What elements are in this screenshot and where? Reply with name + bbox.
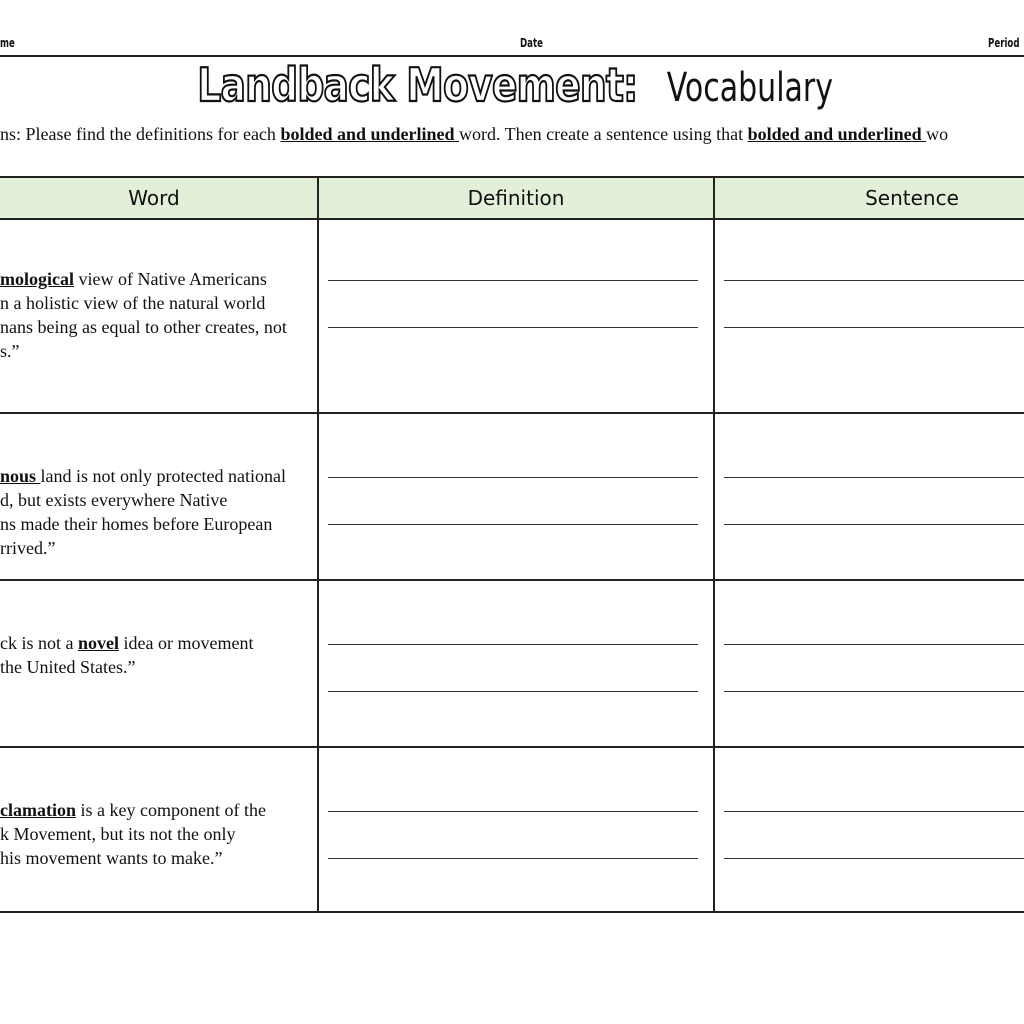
sentence-text: nans being as equal to other creates, not — [0, 317, 287, 337]
vocab-word: nous — [0, 466, 41, 486]
page-title — [0, 58, 1010, 112]
word-cell-line — [0, 291, 300, 315]
word-cell-line — [0, 798, 300, 822]
table-top-border — [0, 176, 1024, 178]
definition-blank-line[interactable] — [328, 858, 698, 859]
sentence-blank-line[interactable] — [724, 280, 1024, 281]
word-cell — [0, 631, 300, 679]
vocab-word: mological — [0, 269, 74, 289]
name-label: me — [0, 36, 15, 50]
header-sentence: Sentence — [865, 186, 959, 210]
sentence-text: d, but exists everywhere Native — [0, 490, 228, 510]
word-cell-line — [0, 315, 300, 339]
sentence-blank-line[interactable] — [724, 477, 1024, 478]
sentence-text: n a holistic view of the natural world — [0, 293, 266, 313]
definition-blank-line[interactable] — [328, 327, 698, 328]
sentence-text: his movement wants to make.” — [0, 848, 223, 868]
definition-blank-line[interactable] — [328, 644, 698, 645]
header-definition: Definition — [467, 186, 565, 210]
word-cell-line — [0, 846, 300, 870]
vocab-word: clamation — [0, 800, 76, 820]
dir-text: word. Then create a sentence using that — [459, 124, 748, 144]
definition-blank-line[interactable] — [328, 691, 698, 692]
sentence-text: land is not only protected national — [40, 466, 286, 486]
sentence-text: view of Native Americans — [74, 269, 267, 289]
column-divider — [317, 176, 319, 913]
period-label: Period — [988, 36, 1020, 50]
vocabulary-table — [0, 176, 1024, 913]
word-cell-line — [0, 631, 300, 655]
sentence-blank-line[interactable] — [724, 644, 1024, 645]
word-cell-line — [0, 464, 300, 488]
sentence-blank-line[interactable] — [724, 811, 1024, 812]
sentence-blank-line[interactable] — [724, 327, 1024, 328]
dir-bold: bolded and underlined — [280, 124, 460, 144]
table-header-row — [0, 176, 1024, 220]
word-cell — [0, 798, 300, 870]
word-cell-line — [0, 512, 300, 536]
row-divider — [0, 911, 1024, 913]
definition-blank-line[interactable] — [328, 477, 698, 478]
definition-blank-line[interactable] — [328, 524, 698, 525]
directions — [0, 124, 948, 145]
dir-bold: bolded and underlined — [747, 124, 927, 144]
sentence-text: s.” — [0, 341, 20, 361]
sentence-blank-line[interactable] — [724, 524, 1024, 525]
definition-blank-line[interactable] — [328, 280, 698, 281]
word-cell — [0, 464, 300, 560]
sentence-blank-line[interactable] — [724, 858, 1024, 859]
header-divider — [0, 55, 1024, 57]
dir-text: ns: Please find the definitions for each — [0, 124, 281, 144]
word-cell-line — [0, 267, 300, 291]
column-divider — [713, 176, 715, 913]
sentence-text: idea or movement — [119, 633, 254, 653]
title-main: Landback Movement: — [197, 58, 638, 112]
sentence-text: k Movement, but its not the only — [0, 824, 236, 844]
word-cell — [0, 267, 300, 363]
title-sub: Vocabulary — [667, 65, 834, 111]
row-divider — [0, 746, 1024, 748]
word-cell-line — [0, 655, 300, 679]
date-label: Date — [520, 36, 543, 50]
sentence-blank-line[interactable] — [724, 691, 1024, 692]
word-cell-line — [0, 536, 300, 560]
vocab-word: novel — [78, 633, 120, 653]
sentence-text: ck is not a — [0, 633, 78, 653]
sentence-text: rrived.” — [0, 538, 56, 558]
dir-text: wo — [926, 124, 949, 144]
sentence-text: is a key component of the — [76, 800, 266, 820]
row-divider — [0, 579, 1024, 581]
sentence-text: ns made their homes before European — [0, 514, 273, 534]
header-word: Word — [128, 186, 180, 210]
word-cell-line — [0, 339, 300, 363]
word-cell-line — [0, 822, 300, 846]
word-cell-line — [0, 488, 300, 512]
sentence-text: the United States.” — [0, 657, 136, 677]
definition-blank-line[interactable] — [328, 811, 698, 812]
row-divider — [0, 412, 1024, 414]
